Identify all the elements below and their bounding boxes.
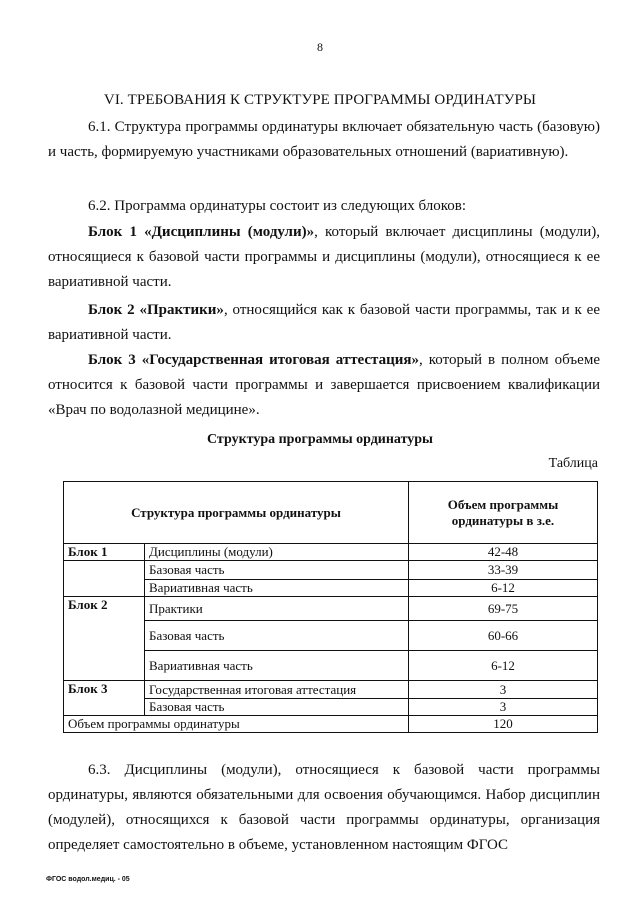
row-name: Государственная итоговая аттестация	[145, 681, 409, 699]
block1-label: Блок 1	[64, 544, 145, 561]
paragraph-6-3: 6.3. Дисциплины (модули), относящиеся к базовой части программы ординатуры, являются обязательными для освоения обучающимся. Набор дисциплин (модулей), относящихся к базовой части программы ординатуры, организация определяет самостоятельно в объеме, установленном настоящим ФГОС	[48, 762, 600, 853]
row-name: Дисциплины (модули)	[145, 544, 409, 561]
block2-text: , относящийся как к базовой части программы, так и к ее вариативной части.	[48, 302, 601, 343]
block3-title: Блок 3 «Государственная итоговая аттестация»	[88, 352, 420, 368]
block1-title: Блок 1 «Дисциплины (модули)»	[88, 224, 315, 240]
row-value: 6-12	[409, 580, 598, 597]
block2-label: Блок 2	[64, 597, 145, 681]
header-volume: Объем программы ординатуры в з.е.	[409, 482, 598, 544]
row-name: Базовая часть	[145, 699, 409, 716]
block3-label: Блок 3	[64, 681, 145, 716]
row-value: 33-39	[409, 561, 598, 580]
footer-code: ФГОС водол.медиц. - 05	[46, 876, 130, 883]
table-row	[64, 699, 598, 716]
row-value: 69-75	[409, 597, 598, 621]
section-heading: VI. ТРЕБОВАНИЯ К СТРУКТУРЕ ПРОГРАММЫ ОРДИНАТУРЫ	[103, 92, 537, 108]
table-title: Структура программы ординатуры	[207, 432, 433, 447]
total-label: Объем программы ординатуры	[64, 716, 409, 733]
row-value: 3	[409, 681, 598, 699]
table-row	[64, 561, 598, 580]
table-row	[64, 597, 598, 621]
block2-description	[48, 298, 600, 348]
total-value: 120	[409, 716, 598, 733]
row-name: Вариативная часть	[145, 580, 409, 597]
paragraph-6-2: 6.2. Программа ординатуры состоит из следующих блоков:	[88, 198, 466, 214]
table-row	[64, 621, 598, 651]
table-row	[64, 544, 598, 561]
row-name: Базовая часть	[145, 561, 409, 580]
page-number: 8	[317, 40, 323, 54]
row-name: Вариативная часть	[145, 651, 409, 681]
table-row	[64, 580, 598, 597]
row-value: 60-66	[409, 621, 598, 651]
block2-title: Блок 2 «Практики»	[88, 302, 224, 318]
block3-text: , который в полном объеме относится к базовой части программы и завершается присвоением квалификации «Врач по водолазной медицине».	[48, 352, 600, 418]
header-structure: Структура программы ординатуры	[64, 482, 409, 544]
block1-description	[48, 220, 600, 295]
table-header-row	[64, 482, 598, 544]
block1-empty-cell	[64, 561, 145, 597]
row-value: 42-48	[409, 544, 598, 561]
row-value: 3	[409, 699, 598, 716]
table-total-row	[64, 716, 598, 733]
row-name: Практики	[145, 597, 409, 621]
row-value: 6-12	[409, 651, 598, 681]
table-row	[64, 651, 598, 681]
block3-description	[48, 348, 600, 423]
block1-text: , который включает дисциплины (модули), относящиеся к базовой части программы и дисциплины (модули), относящиеся к ее вариативной части.	[48, 224, 601, 290]
paragraph-6-1: 6.1. Структура программы ординатуры включает обязательную часть (базовую) и часть, формируемую участниками образовательных отношений (вариативную).	[48, 119, 600, 160]
table-row	[64, 681, 598, 699]
table-label: Таблица	[548, 456, 598, 471]
row-name: Базовая часть	[145, 621, 409, 651]
structure-table	[63, 481, 598, 733]
